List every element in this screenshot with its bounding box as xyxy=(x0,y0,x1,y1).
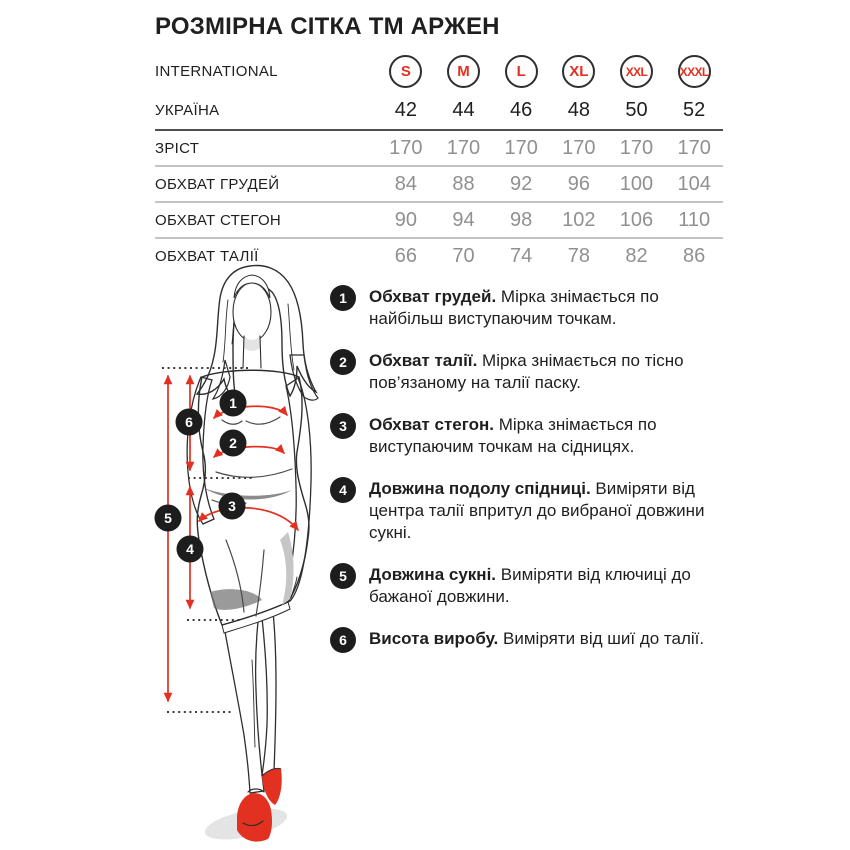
cell-value: 170 xyxy=(389,136,423,159)
list-item xyxy=(330,478,735,544)
item-text: Довжина сукні. Виміряти від ключиці до бажаної довжини. xyxy=(369,565,691,606)
size-badge-xl: XL xyxy=(562,55,595,88)
row-label: ЗРІСТ xyxy=(155,139,200,157)
table-row-international xyxy=(155,51,723,92)
size-badge-m: M xyxy=(447,55,480,88)
row-label: ОБХВАТ ГРУДЕЙ xyxy=(155,175,280,193)
item-number-badge: 6 xyxy=(330,627,356,653)
item-text: Висота виробу. Виміряти від шиї до талії. xyxy=(369,629,705,648)
ukraine-size: 52 xyxy=(683,99,706,121)
size-badge-xxl: XXL xyxy=(620,55,653,88)
table-row-ukraine xyxy=(155,92,723,129)
table-row-height xyxy=(155,129,723,165)
svg-text:4: 4 xyxy=(186,541,194,557)
item-text: Довжина подолу спідниці. Виміряти від центра талії впритул до вибраної довжини сукні. xyxy=(369,479,705,542)
table-row-chest xyxy=(155,165,723,201)
item-text: Обхват грудей. Мірка знімається по найбільш виступаючим точкам. xyxy=(369,287,659,328)
cell-value: 110 xyxy=(678,208,711,231)
figure-marker-1 xyxy=(220,390,247,417)
cell-value: 74 xyxy=(510,244,533,267)
legs xyxy=(224,612,276,793)
ukraine-size: 50 xyxy=(625,99,648,121)
svg-text:6: 6 xyxy=(185,414,193,430)
item-number-badge: 2 xyxy=(330,349,356,375)
figure-marker-2 xyxy=(220,430,247,457)
row-label: ОБХВАТ СТЕГОН xyxy=(155,211,282,229)
cell-value: 84 xyxy=(394,172,417,195)
table-row-hips xyxy=(155,201,723,237)
face xyxy=(233,275,271,370)
ukraine-size: 42 xyxy=(394,99,417,121)
cell-value: 94 xyxy=(452,208,475,231)
cell-value: 70 xyxy=(452,244,475,267)
figure-marker-6 xyxy=(176,409,203,436)
cell-value: 106 xyxy=(619,208,654,231)
cell-value: 102 xyxy=(562,208,596,231)
cell-value: 90 xyxy=(394,208,417,231)
list-item xyxy=(330,350,735,394)
ukraine-size: 46 xyxy=(510,99,533,121)
list-item xyxy=(330,628,735,653)
cell-value: 104 xyxy=(677,172,711,195)
cell-value: 88 xyxy=(452,172,475,195)
page-title: РОЗМІРНА СІТКА ТМ АРЖЕН xyxy=(155,13,500,40)
figure-marker-5 xyxy=(155,505,182,532)
list-item xyxy=(330,564,735,608)
ukraine-label: УКРАЇНА xyxy=(155,102,220,119)
figure-illustration xyxy=(140,260,345,850)
item-text: Обхват стегон. Мірка знімається по виступаючим точкам на сідницях. xyxy=(369,415,657,456)
measurement-list xyxy=(330,286,735,653)
ukraine-size: 48 xyxy=(567,99,590,121)
cell-value: 92 xyxy=(510,172,533,195)
row-label: ОБХВАТ ТАЛІЇ xyxy=(155,247,259,265)
cell-value: 170 xyxy=(619,136,654,159)
cell-value: 170 xyxy=(504,136,538,159)
item-number-badge: 3 xyxy=(330,413,356,439)
figure-marker-3 xyxy=(219,493,246,520)
list-item xyxy=(330,414,735,458)
item-number-badge: 4 xyxy=(330,477,356,503)
cell-value: 170 xyxy=(562,136,596,159)
cell-value: 96 xyxy=(567,172,590,195)
svg-text:5: 5 xyxy=(164,510,172,526)
international-label: INTERNATIONAL xyxy=(155,63,278,80)
size-badge-xxxl: XXXL xyxy=(678,55,711,88)
cell-value: 170 xyxy=(677,136,711,159)
cell-value: 170 xyxy=(446,136,481,159)
dress xyxy=(197,370,309,633)
size-table xyxy=(155,51,723,273)
svg-text:2: 2 xyxy=(229,435,237,451)
ukraine-size: 44 xyxy=(452,99,475,121)
list-item xyxy=(330,286,735,330)
red-shoes xyxy=(237,768,282,841)
cell-value: 78 xyxy=(567,244,590,267)
item-number-badge: 5 xyxy=(330,563,356,589)
cell-value: 66 xyxy=(394,244,417,267)
cell-value: 98 xyxy=(510,208,533,231)
cell-value: 100 xyxy=(619,172,654,195)
cell-value: 82 xyxy=(625,244,648,267)
figure-marker-4 xyxy=(177,536,204,563)
svg-text:3: 3 xyxy=(228,498,236,514)
cell-value: 86 xyxy=(683,244,706,267)
item-text: Обхват талії. Мірка знімається по тісно пов’язаному на талії паску. xyxy=(369,351,684,392)
size-badge-s: S xyxy=(389,55,422,88)
item-number-badge: 1 xyxy=(330,285,356,311)
size-badge-l: L xyxy=(505,55,538,88)
svg-text:1: 1 xyxy=(229,395,237,411)
